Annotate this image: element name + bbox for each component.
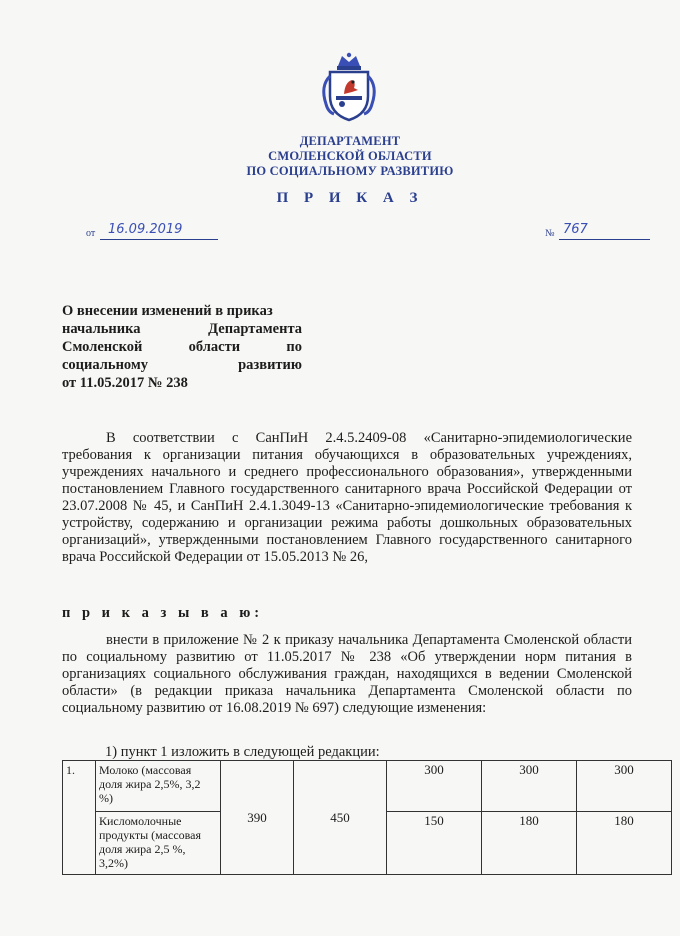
- preamble-paragraph: В соответствии с СанПиН 2.4.5.2409-08 «Санитарно-эпидемиологические требования к организации питания обучающихся в образовательных учреждениях, учреждениях начального и среднего профессионального образования», утвержденными постановлением Главного государственного санитарного врача Российской Федерации от 23.07.2008 № 45, и СанПиН 2.4.1.3049-13 «Санитарно-эпидемиологические требования к устройству, содержанию и организации режима работы дошкольных образовательных организаций», утвержденными постановлением Главного государственного санитарного врача Российской Федерации от 15.05.2013 № 26,: [62, 430, 632, 565]
- subject-text: О внесении изменений в приказ: [62, 303, 273, 319]
- subject-line: [62, 338, 302, 356]
- value-cell: 150: [387, 812, 482, 875]
- subject-text: области: [188, 339, 241, 355]
- subject-line: [62, 302, 302, 320]
- subject-text: начальника: [62, 321, 141, 337]
- subject-text: развитию: [238, 357, 302, 373]
- number-field: [545, 222, 650, 242]
- dept-line-2: СМОЛЕНСКОЙ ОБЛАСТИ: [268, 149, 432, 163]
- subject-line: [62, 356, 302, 374]
- value-cell: 390: [221, 761, 294, 875]
- value-cell: 180: [577, 812, 672, 875]
- value-cell: 300: [482, 761, 577, 812]
- subject-text: по: [286, 339, 302, 355]
- department-name: [200, 134, 500, 179]
- date-field: [86, 222, 218, 242]
- subject-line: [62, 320, 302, 338]
- value-cell: 300: [577, 761, 672, 812]
- dept-line-3: ПО СОЦИАЛЬНОМУ РАЗВИТИЮ: [246, 164, 454, 178]
- number-value: 767: [563, 222, 588, 237]
- item-name-cell: Кисломолочные продукты (массовая доля жира 2,5 %, 3,2%): [96, 812, 221, 875]
- subject-line: [62, 374, 302, 392]
- value-cell: 180: [482, 812, 577, 875]
- date-value: 16.09.2019: [108, 222, 183, 237]
- value-cell: 300: [387, 761, 482, 812]
- nutrition-norms-table: [62, 760, 672, 875]
- item-name-cell: Молоко (массовая доля жира 2,5%, 3,2 %): [96, 761, 221, 812]
- value-cell: 450: [294, 761, 387, 875]
- document-title: П Р И К А З: [276, 190, 424, 206]
- subject-block: [62, 302, 302, 392]
- subject-text: социальному: [62, 357, 149, 373]
- item-1-text: 1) пункт 1 изложить в следующей редакции:: [105, 744, 380, 760]
- coat-of-arms-emblem: [318, 52, 380, 124]
- dept-line-1: ДЕПАРТАМЕНТ: [299, 134, 401, 148]
- subject-text: от 11.05.2017 № 238: [62, 375, 188, 391]
- order-word: п р и к а з ы в а ю:: [62, 605, 264, 621]
- order-paragraph: внести в приложение № 2 к приказу начальника Департамента Смоленской области по социальному развитию от 11.05.2017 № 238 «Об утверждении норм питания в организациях социального обслуживания граждан, находящихся в ведении Смоленской области» (в редакции приказа начальника Департамента Смоленской области по социальному развитию от 16.08.2019 № 697) следующие изменения:: [62, 632, 632, 716]
- subject-text: Смоленской: [62, 339, 143, 355]
- row-number-cell: 1.: [63, 761, 96, 875]
- date-label: от: [86, 228, 96, 239]
- table-row: [63, 761, 672, 812]
- number-label: №: [545, 228, 555, 239]
- subject-text: Департамента: [208, 321, 302, 337]
